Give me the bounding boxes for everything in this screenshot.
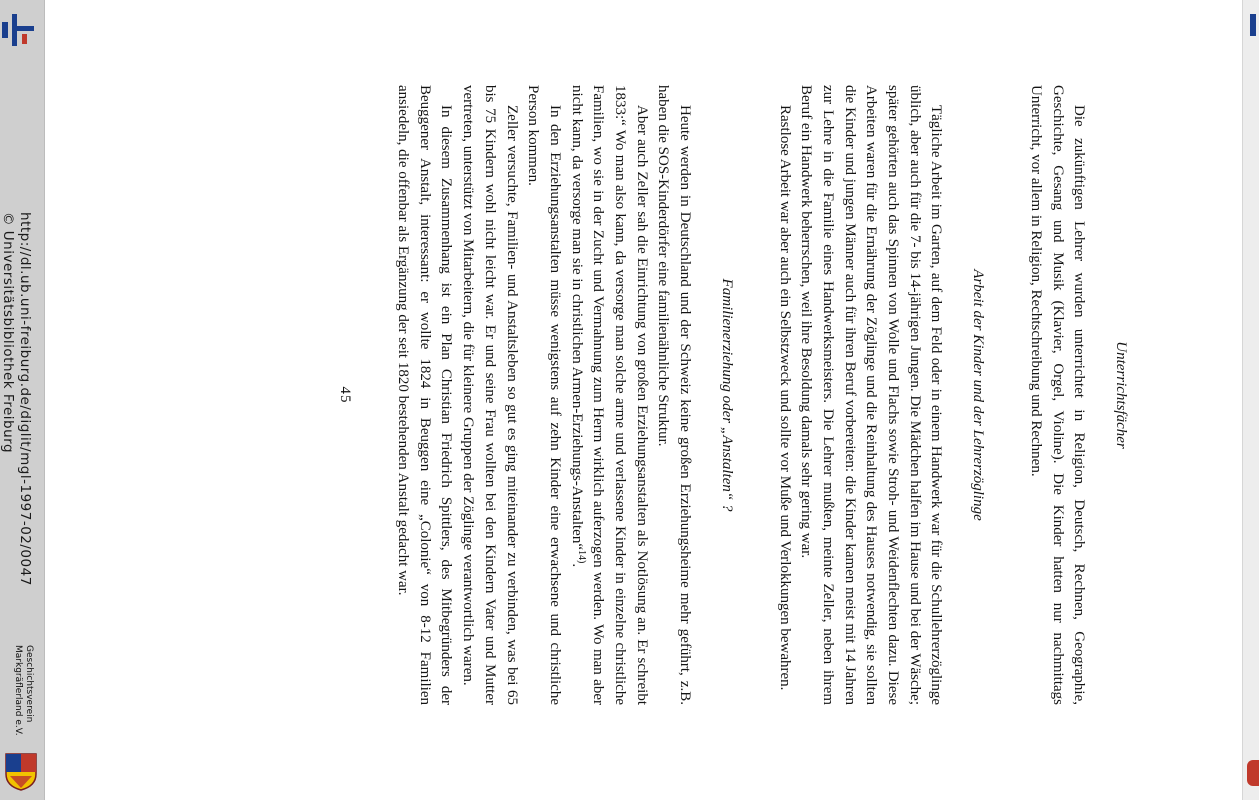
publisher-line-1: Geschichtsverein xyxy=(24,645,34,723)
coat-of-arms-icon xyxy=(4,752,38,792)
copyright-line: © Universitätsbibliothek Freiburg xyxy=(0,212,16,454)
section-arbeit xyxy=(773,85,988,705)
viewer-marker-icon xyxy=(1250,14,1256,36)
dl-logo-icon[interactable] xyxy=(0,10,38,50)
paragraph-end: . xyxy=(568,563,585,568)
section-heading: Familienerziehung oder „Anstalten“ ? xyxy=(718,278,735,512)
viewer-left-margin xyxy=(0,0,45,800)
paragraph: In den Erziehungsanstalten müsse wenigstens auf zehn Kinder eine erwachsene und christliche Person kommen. xyxy=(525,85,563,705)
footnote-marker: 14) xyxy=(575,550,587,564)
paragraph-text: Aber auch Zeller sah die Einrichtung von großen Erziehungsanstalten als Notlösung an. Er schreibt 1833:“ Wo man also kann, da versorge man solche arme und verlassene Kinder in einzelne christliche Familien, wo sie in der Zucht und Vermahnung zum Herrn wirklich auferzogen werden. Wo man aber nicht kann, da versorge man sie in christlichen Armen-Erziehungs-Anstalten“ xyxy=(568,85,650,705)
scrollbar[interactable] xyxy=(1242,0,1259,800)
page-number: 45 xyxy=(337,386,354,404)
scanned-page xyxy=(213,85,1133,705)
section-heading: Unterrichtsfächer xyxy=(1113,341,1129,449)
section-familienerziehung xyxy=(391,85,737,705)
document-url[interactable]: http://dl.ub.uni-freiburg.de/diglit/mgl-1997-02/0047 xyxy=(17,212,33,586)
section-unterrichtsfaecher xyxy=(1024,85,1131,705)
section-heading: Arbeit der Kinder und der Lehrerzöglinge xyxy=(970,269,987,521)
paragraph: Heute werden in Deutschland und der Schweiz keine großen Erziehungsheime mehr geführt, z.B. haben die SOS-Kinderdörfer eine familienähnliche Struktur. xyxy=(655,85,694,705)
publisher-line-2: Markgräflerland e.V. xyxy=(13,645,23,736)
paragraph: Rastlose Arbeit war aber auch ein Selbstzweck und sollte vor Muße und Verlokkungen bewahren. xyxy=(776,105,793,691)
document-viewport[interactable] xyxy=(45,0,1242,800)
paragraph: In diesem Zusammenhang ist ein Plan Christian Friedrich Spittlers, des Mitbegründers der Beuggener Anstalt, interessant: er wollte 1824 in Beuggen eine „Colonie“ von 8-12 Familien ansiedeln, die offenbar als Ergänzung der seit 1820 bestehenden Anstalt gedacht war. xyxy=(395,85,455,705)
paragraph: Die zukünftigen Lehrer wurden unterrichtet in Religion, Deutsch, Rechnen, Geographie, Geschichte, Gesang und Musik (Klavier, Orgel, Violine). Die Kinder hatten nur nachmittags Unterricht, vor allem in Religion, Rechtschreibung und Rechnen. xyxy=(1027,85,1088,705)
paragraph: Zeller versuchte, Familien- und Anstaltsleben so gut es ging miteinander zu verbinden, was bei 65 bis 75 Kindern wohl nicht leicht war. Er und seine Frau wollten bei den Kindern Vater und Mutter vertreten, unterstützt von Mitarbeitern, die für kleinere Gruppen der Zöglinge verantwortlich waren. xyxy=(460,85,520,705)
paragraph: Tägliche Arbeit im Garten, auf dem Feld oder in einem Handwerk war für die Schullehrerzöglinge üblich, aber auch für die 7- bis 14-jährigen Jungen. Die Mädchen halfen im Hause und bei der Wäsche; später gehörten auch das Spinnen von Wolle und Flachs sowie Stroh- und Weidenflechten dazu. Diese Arbeiten waren für die Ernährung der Zöglinge und die Reinhaltung des Hauses notwendig, sie sollten die Kinder und jungen Männer auch für ihren Beruf vorbereiten: die Kinder kamen meist mit 14 Jahren zur Lehre in die Familie eines Handwerksmeisters. Die Lehrer mußten, meinte Zeller, neben ihrem Beruf ein Handwerk beherrschen, weil ihre Besoldung damals sehr gering war. xyxy=(798,85,945,705)
paragraph-with-footnote xyxy=(565,85,652,705)
crest-edge-icon xyxy=(1247,760,1259,786)
